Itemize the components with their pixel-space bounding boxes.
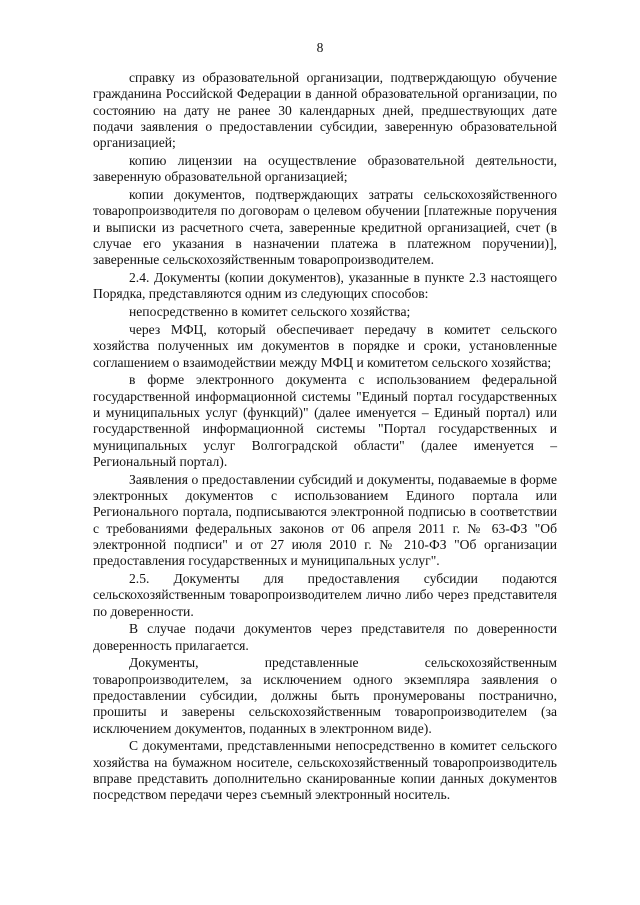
paragraph-electronic-submission: в форме электронного документа с использованием федеральной государственной информационной системы "Единый портал государственных и муниципальных услуг (функций)" (далее именуется – Единый портал) или государственной информационной системы "Портал государственных и муниципальных услуг Волгоградской области" (далее именуется – Региональный портал). [93,372,557,469]
paragraph-section-2-4: 2.4. Документы (копии документов), указанные в пункте 2.3 настоящего Порядка, представляются одним из следующих способов: [93,270,557,302]
page-number: 8 [316,40,324,55]
paragraph-electronic-signature: Заявления о предоставлении субсидий и документы, подаваемые в форме электронных документов с использованием Единого портала или Регионального портала, подписываются электронной подписью в соответствии с требованиями федеральных законов от 06 апреля 2011 г. № 63-ФЗ "Об электронной подписи" и от 27 июля 2010 г. № 210-ФЗ "Об организации предоставления государственных и муниципальных услуг". [93,471,557,569]
paragraph-certificate: справку из образовательной организации, подтверждающую обучение гражданина Российской Федерации в данной образовательной организации, по состоянию на дату не ранее 30 календарных дней, предшествующих дате подачи заявления о предоставлении субсидии, заверенную образовательной организацией; [93,70,557,151]
paragraph-cost-documents: копии документов, подтверждающих затраты сельскохозяйственного товаропроизводителя по договорам о целевом обучении [платежные поручения и выписки из расчетного счета, заверенные кредитной организацией, счет (в случае его указания в назначении платежа в платежном поручении)], заверенные сельскохозяйственным товаропроизводителем. [93,187,557,268]
paragraph-scanned-copies: С документами, представленными непосредственно в комитет сельского хозяйства на бумажном носителе, сельскохозяйственный товаропроизводитель вправе представить дополнительно сканированные копии данных документов посредством передачи через съемный электронный носитель. [93,738,557,803]
document-body [93,70,557,805]
paragraph-document-requirements: Документы, представленные сельскохозяйственным товаропроизводителем, за исключением одного экземпляра заявления о предоставлении субсидии, должны быть пронумерованы постранично, прошиты и заверены сельскохозяйственным товаропроизводителем (за исключением документов, поданных в электронном виде). [93,655,557,736]
paragraph-power-of-attorney: В случае подачи документов через представителя по доверенности доверенность прилагается. [93,621,557,653]
paragraph-section-2-5: 2.5. Документы для предоставления субсидии подаются сельскохозяйственным товаропроизводителем лично либо через представителя по доверенности. [93,570,557,619]
paragraph-license-copy: копию лицензии на осуществление образовательной деятельности, заверенную образовательной организацией; [93,152,557,185]
paragraph-mfc-submission: через МФЦ, который обеспечивает передачу в комитет сельского хозяйства полученных им документов в порядке и сроки, установленные соглашением о взаимодействии между МФЦ и комитетом сельского хозяйства; [93,321,557,370]
paragraph-direct-submission: непосредственно в комитет сельского хозяйства; [129,304,411,320]
